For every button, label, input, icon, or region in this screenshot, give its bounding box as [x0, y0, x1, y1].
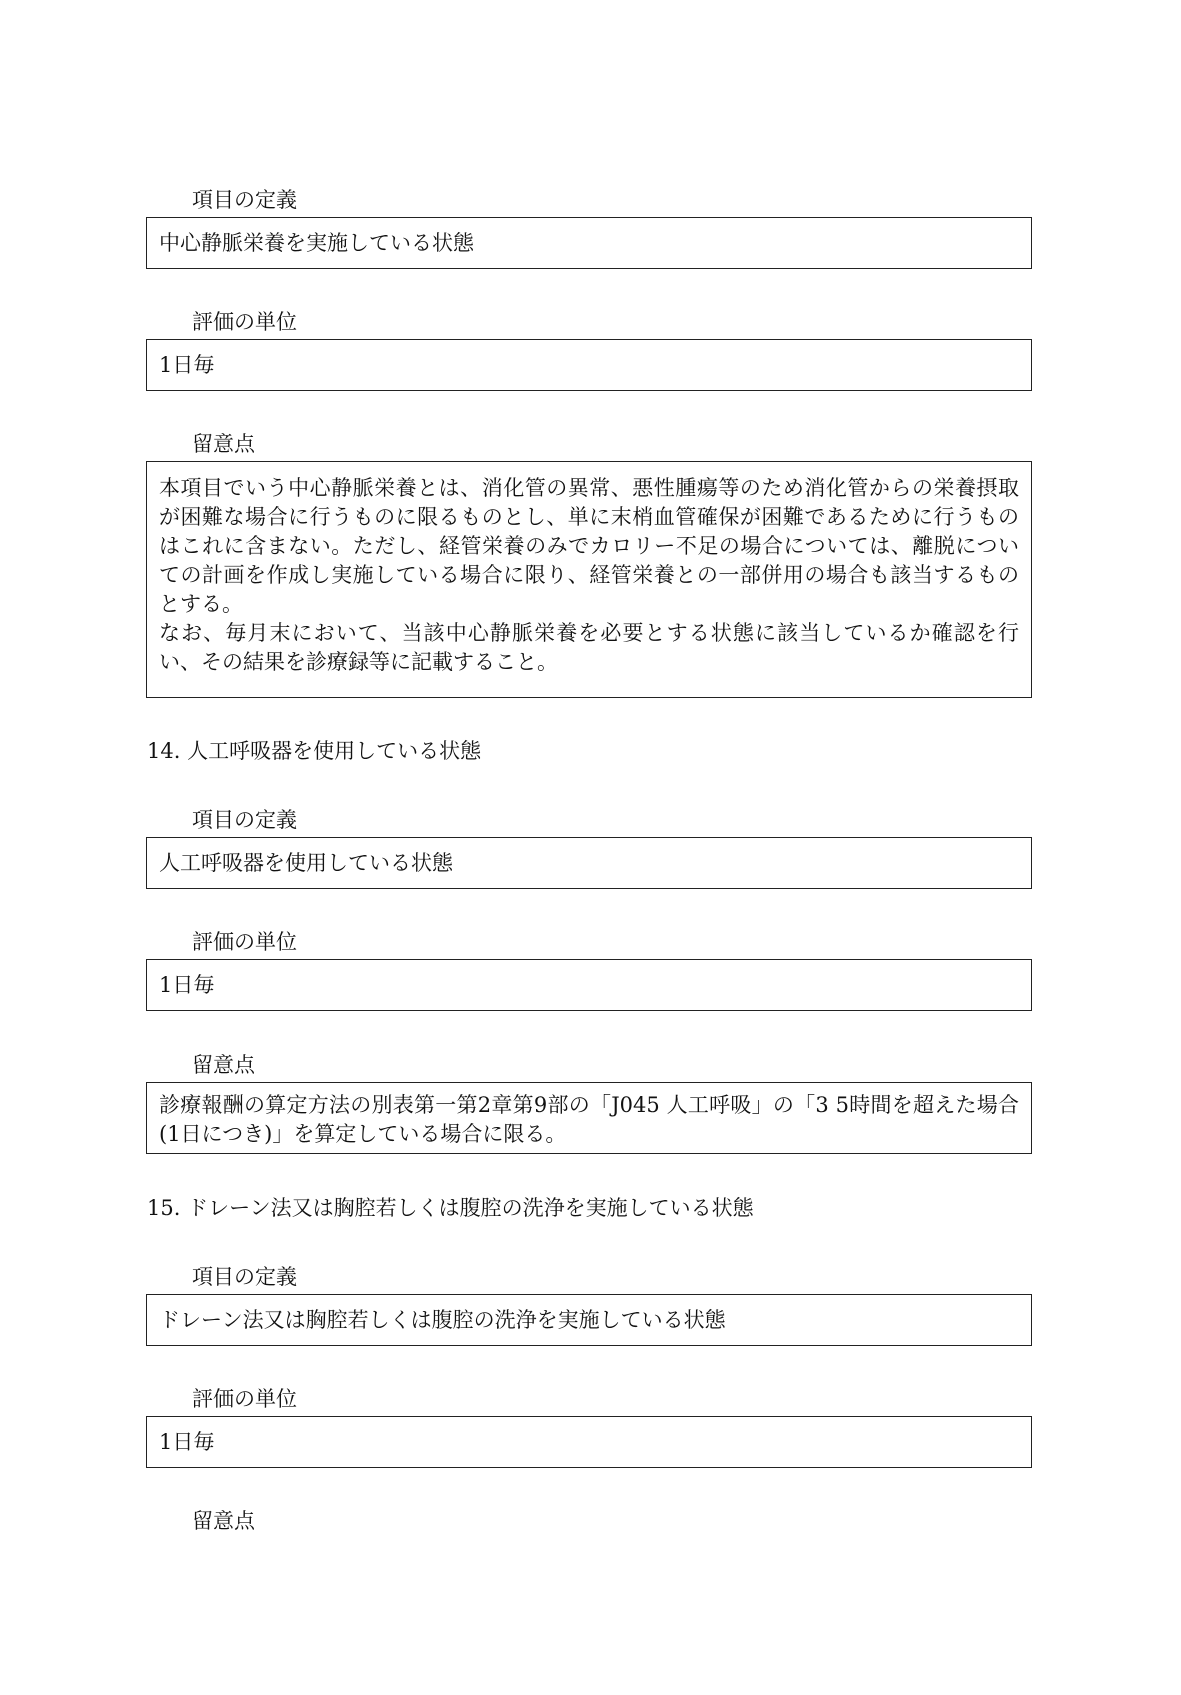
section15-notes-label: 留意点	[192, 1509, 255, 1533]
section14-unit-label: 評価の単位	[192, 930, 297, 954]
section14-notes-box	[146, 1082, 1032, 1154]
section14-unit-text: 1日毎	[159, 972, 215, 997]
section13-notes-paragraph-2: なお、毎月末において、当該中心静脈栄養を必要とする状態に該当しているか確認を行い、その結果を診療録等に記載すること。	[159, 621, 1019, 674]
section14-definition-box	[146, 837, 1032, 889]
section15-heading: 15. ドレーン法又は胸腔若しくは腹腔の洗浄を実施している状態	[147, 1196, 754, 1220]
section13-definition-box	[146, 217, 1032, 269]
section13-notes-label: 留意点	[192, 432, 255, 456]
section13-definition-text: 中心静脈栄養を実施している状態	[159, 230, 474, 255]
section14-heading: 14. 人工呼吸器を使用している状態	[147, 739, 482, 763]
section15-definition-text: ドレーン法又は胸腔若しくは腹腔の洗浄を実施している状態	[159, 1307, 726, 1332]
section15-unit-label: 評価の単位	[192, 1387, 297, 1411]
section15-unit-text: 1日毎	[159, 1429, 215, 1454]
section14-definition-label: 項目の定義	[192, 808, 297, 832]
section14-notes-label: 留意点	[192, 1053, 255, 1077]
section14-unit-box	[146, 959, 1032, 1011]
section15-definition-box	[146, 1294, 1032, 1346]
section13-unit-text: 1日毎	[159, 352, 215, 377]
section13-unit-label: 評価の単位	[192, 310, 297, 334]
section15-unit-box	[146, 1416, 1032, 1468]
section14-definition-text: 人工呼吸器を使用している状態	[159, 850, 453, 875]
section15-definition-label: 項目の定義	[192, 1265, 297, 1289]
section13-unit-box	[146, 339, 1032, 391]
section13-notes-paragraph-1: 本項目でいう中心静脈栄養とは、消化管の異常、悪性腫瘍等のため消化管からの栄養摂取が困難な場合に行うものに限るものとし、単に末梢血管確保が困難であるために行うものはこれに含まない。ただし、経管栄養のみでカロリー不足の場合については、離脱についての計画を作成し実施している場合に限り、経管栄養との一部併用の場合も該当するものとする。	[159, 476, 1019, 616]
section14-notes-text: 診療報酬の算定方法の別表第一第2章第9部の「J045 人工呼吸」の「3 5時間を超えた場合(1日につき)」を算定している場合に限る。	[159, 1093, 1019, 1146]
section13-definition-label: 項目の定義	[192, 188, 297, 212]
section13-notes-box	[146, 461, 1032, 698]
